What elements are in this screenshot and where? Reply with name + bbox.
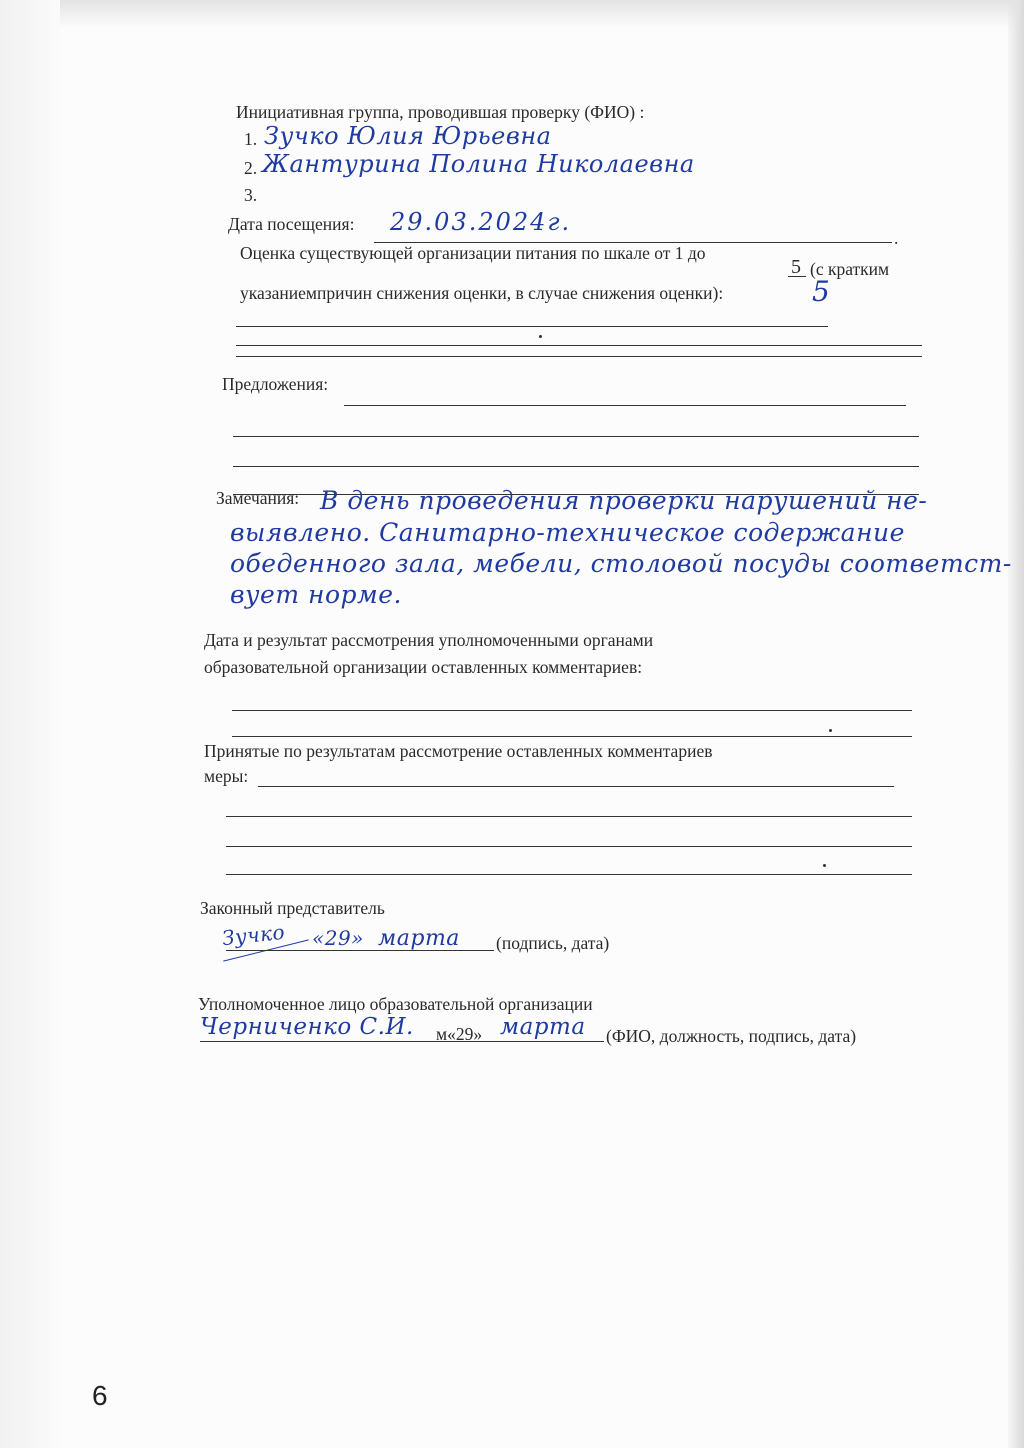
rating-line-3 [236,356,922,357]
proposals-line-2 [233,436,919,437]
remarks-label: Замечания: [216,488,300,508]
remarks-line-2: выявлено. Санитарно-техническое содержание [230,518,905,547]
visit-date-value: 29.03.2024г. [390,208,572,236]
official-line [200,1041,604,1042]
official-month: марта [500,1014,586,1040]
measures-line-a [258,786,894,787]
remarks-line-3: обеденного зала, мебели, столовой посуды соответст- [230,549,1012,578]
rating-text-line1a: Оценка существующей организации питания по шкале от 1 до [240,243,706,263]
remarks-line-1: В день проведения проверки нарушений не- [320,486,928,515]
scan-dot [829,729,832,732]
official-label: Уполномоченное лицо образовательной организации [198,994,593,1014]
member-3-number: 3. [244,185,258,205]
official-mid: м«29» [436,1024,483,1044]
review-answer-line-2 [232,736,912,737]
rating-line-2 [236,345,922,346]
legal-rep-label: Законный представитель [200,898,385,918]
member-2-name: Жантурина Полина Николаевна [262,150,695,178]
visit-date-end: . [894,228,899,248]
member-2-number: 2. [244,158,258,178]
measures-line-b [226,816,912,817]
scan-top-shadow [60,0,1020,28]
rating-text-line1b: (с кратким [810,259,890,279]
page-number: 6 [92,1380,108,1411]
legal-rep-month: марта [378,926,460,951]
measures-line-2: меры: [204,766,249,786]
legal-rep-caption: (подпись, дата) [496,933,610,953]
proposals-label: Предложения: [222,374,329,394]
rating-text-line2: указаниемпричин снижения оценки, в случае снижения оценки): [240,283,724,303]
official-name: Черниченко С.И. [200,1014,414,1040]
rating-value: 5 [812,275,831,308]
remarks-line-4: вует норме. [230,580,402,609]
official-caption: (ФИО, должность, подпись, дата) [606,1026,857,1046]
rating-line-1 [236,326,828,327]
member-1-number: 1. [244,129,258,149]
review-answer-line-1 [232,710,912,711]
scan-right-edge [1008,0,1024,1448]
measures-line-1: Принятые по результатам рассмотрение оставленных комментариев [204,741,713,761]
scan-dot [823,864,826,867]
legal-rep-day: «29» [312,926,364,950]
proposals-line-3 [233,466,919,467]
scan-left-edge [0,0,62,1448]
group-label: Инициативная группа, проводившая проверку (ФИО) : [236,102,645,122]
rating-scale-underline [788,276,806,277]
proposals-line-1 [344,405,906,406]
review-line-1: Дата и результат рассмотрения уполномоченными органами [204,630,654,650]
scan-dot [539,335,542,338]
review-line-2: образовательной организации оставленных комментариев: [204,657,643,677]
rating-scale-max: 5 [791,256,801,278]
legal-rep-signature: Зучко [220,919,287,951]
measures-line-d [226,874,912,875]
visit-date-label: Дата посещения: [228,214,355,234]
measures-line-c [226,846,912,847]
member-1-name: Зучко Юлия Юрьевна [264,122,552,150]
